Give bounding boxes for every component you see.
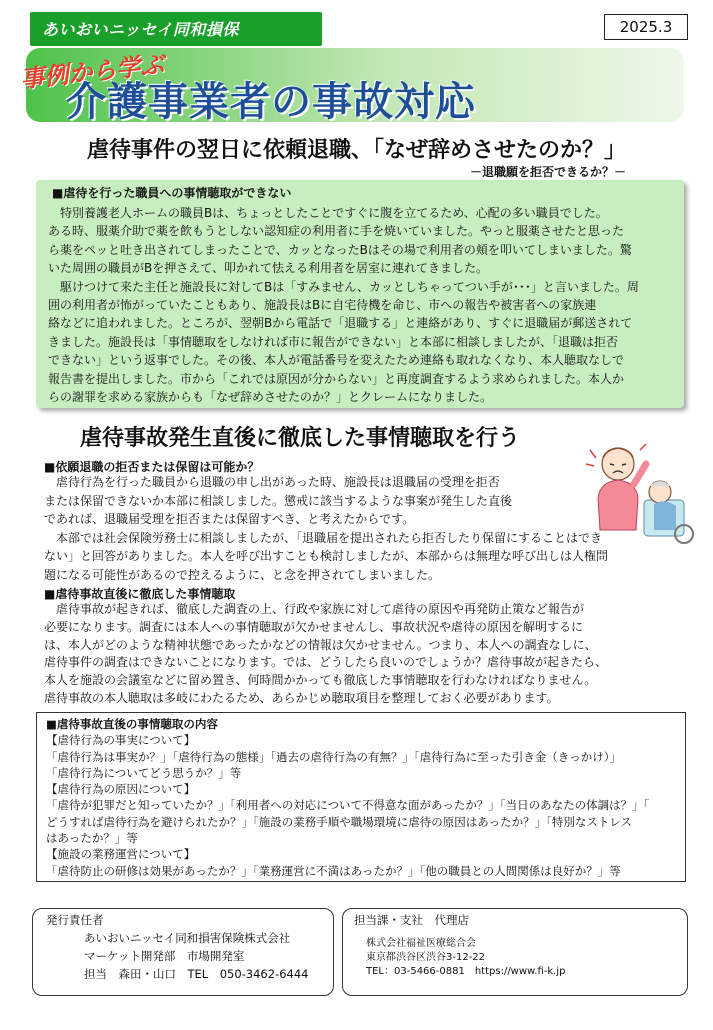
question2-body bbox=[44, 601, 607, 708]
case-line: できない」という返事でした。その後、本人が電話番号を変えたため連絡も取れなくなり、本人聴取なしで bbox=[48, 353, 625, 368]
q2-line: は、本人がどのような精神状態であったかなどの情報は欠かせません。つまり、本人への調査なしに、 bbox=[44, 637, 597, 652]
items-line: 【虐待行為の原因について】 bbox=[46, 782, 196, 797]
case-line: きました。施設長は「事情聴取をしなければ市に報告ができない」と本部に相談しましたが、「退職は拒否 bbox=[48, 334, 619, 349]
brand-badge bbox=[30, 12, 322, 46]
q1-line: 題になる可能性があるので控えるように、と念を押されてしまいました。 bbox=[44, 567, 441, 582]
items-line: 「虐待が犯罪だと知っていたか？」「利用者への対応について不得意な面があったか？」「当日のあなたの体調は？」「 bbox=[46, 798, 650, 813]
question1-body bbox=[44, 473, 608, 585]
items-line: 【施設の業務運営について】 bbox=[46, 847, 196, 862]
publisher-label: 発行責任者 bbox=[46, 913, 104, 927]
interview-items bbox=[46, 716, 649, 879]
q2-line: 虐待事件の調査はできないことになります。では、どうしたら良いのでしょうか？虐待事故が起きたら、 bbox=[44, 655, 608, 670]
agent-label: 担当課・支社 代理店 bbox=[354, 913, 469, 927]
publisher-company: あいおいニッセイ同和損害保険株式会社 bbox=[84, 931, 291, 945]
agent-contact: TEL：03-5466-0881 https://www.fi-k.jp bbox=[366, 966, 566, 977]
q1-line: ない」と回答がありました。本人を呼び出すことも検討しましたが、本部からは無理な呼び出しは人権問 bbox=[44, 549, 609, 564]
items-line: 「虐待行為は事実か？」「虐待行為の態様」「過去の虐待行為の有無？」「虐待行為に至った引き金（きっかけ）」 bbox=[46, 749, 621, 764]
items-line: 【虐待行為の事実について】 bbox=[46, 733, 196, 748]
q1-line: 虐待行為を行った職員から退職の申し出があった時、施設長は退職届の受理を拒否 bbox=[44, 475, 500, 489]
case-line: いた周囲の職員がBを押さえて、叩かれて怯える利用者を居室に連れてきました。 bbox=[48, 261, 488, 276]
case-heading: ■虐待を行った職員への事情聴取ができない bbox=[52, 186, 292, 200]
q2-line: 虐待事故の本人聴取は多岐にわたるため、あらかじめ聴取項目を整理しておく必要があります。 bbox=[44, 690, 559, 705]
agent-address: 東京都渋谷区渋谷3-12-22 bbox=[366, 952, 486, 963]
case-line: 特別養護老人ホームの職員Bは、ちょっとしたことですぐに腹を立てるため、心配の多い職員でした。 bbox=[48, 206, 608, 220]
publisher-dept: マーケット開発部 市場開発室 bbox=[84, 949, 245, 963]
section-title: 虐待事故発生直後に徹底した事情聴取を行う bbox=[80, 426, 521, 451]
case-body bbox=[48, 204, 639, 406]
case-line: 囲の利用者が怖がっていたこともあり、施設長はBに自宅待機を命じ、市への報告や被害者への家族連 bbox=[48, 298, 597, 313]
q1-line: または保留できないか本部に相談しました。懲戒に該当するような事案が発生した直後 bbox=[44, 493, 513, 508]
items-heading: ■虐待事故直後の事情聴取の内容 bbox=[46, 717, 218, 731]
article-subheadline: －退職願を拒否できるか？－ bbox=[470, 165, 627, 179]
brand-name: あいおいニッセイ同和損保 bbox=[42, 20, 239, 39]
case-line: 絡などに追われました。ところが、翌朝Bから電話で「退職する」と連絡があり、すぐに退職届が郵送されて bbox=[48, 316, 633, 331]
items-line: はあったか？」等 bbox=[46, 831, 138, 846]
q1-line: 本部では社会保険労務士に相談しましたが、「退職届を提出されたら拒否したり保留にすることはでき bbox=[44, 530, 603, 545]
publisher-contact: 担当 森田・山口 TEL 050-3462-6444 bbox=[84, 967, 309, 981]
article-headline: 虐待事件の翌日に依頼退職、「なぜ辞めさせたのか？」 bbox=[86, 138, 626, 163]
q2-line: 本人を施設の会議室などに留め置き、何時間かかっても徹底した事情聴取を行わなければなりません。 bbox=[44, 673, 597, 688]
items-line: 「虐待行為についてどう思うか？」等 bbox=[46, 765, 242, 780]
q1-line: であれば、退職届受理を拒否または保留すべき、と考えたからです。 bbox=[44, 512, 415, 527]
case-line: 報告書を提出しました。市から「これでは原因が分からない」と再度調査するよう求められました。本人か bbox=[48, 371, 625, 386]
items-line: どうすれば虐待行為を避けられたか？」「施設の業務手順や職場環境に虐待の原因はあったか？」「特別なストレス bbox=[46, 814, 633, 829]
case-line: 駆けつけて来た主任と施設長に対してBは「すみません、カッとしちゃってつい手が･･･」と言いました。周 bbox=[48, 279, 639, 294]
case-line: ら薬をペッと吐き出されてしまったことで、カッとなったBはその場で利用者の頬を叩いてしまいました。驚 bbox=[48, 242, 632, 257]
case-line: らの謝罪を求める家族からも「なぜ辞めさせたのか？」とクレームになりました。 bbox=[48, 390, 493, 405]
case-line: ある時、服薬介助で薬を飲もうとしない認知症の利用者に手を焼いていました。やっと服薬させたと思った bbox=[48, 224, 625, 239]
question1-heading: ■依願退職の拒否または保留は可能か？ bbox=[44, 460, 260, 474]
question2-heading: ■虐待事故直後に徹底した事情聴取 bbox=[44, 587, 236, 601]
q2-line: 虐待事故が起きれば、徹底した調査の上、行政や家族に対して虐待の原因や再発防止策など報告が bbox=[44, 602, 585, 616]
q2-line: 必要になります。調査には本人への事情聴取が欠かせませんし、事故状況や虐待の原因を解明するに bbox=[44, 619, 584, 634]
items-line: 「虐待防止の研修は効果があったか？」「業務運営に不満はあったか？」「他の職員との人間関係は良好か？」等 bbox=[46, 863, 621, 878]
banner-title: 介護事業者の事故対応 bbox=[66, 79, 476, 125]
banner-subtitle: 事例から学ぶ bbox=[19, 50, 166, 94]
issue-date: 2025.3 bbox=[604, 14, 688, 40]
agent-company: 株式会社福祉医療総合会 bbox=[366, 938, 476, 949]
